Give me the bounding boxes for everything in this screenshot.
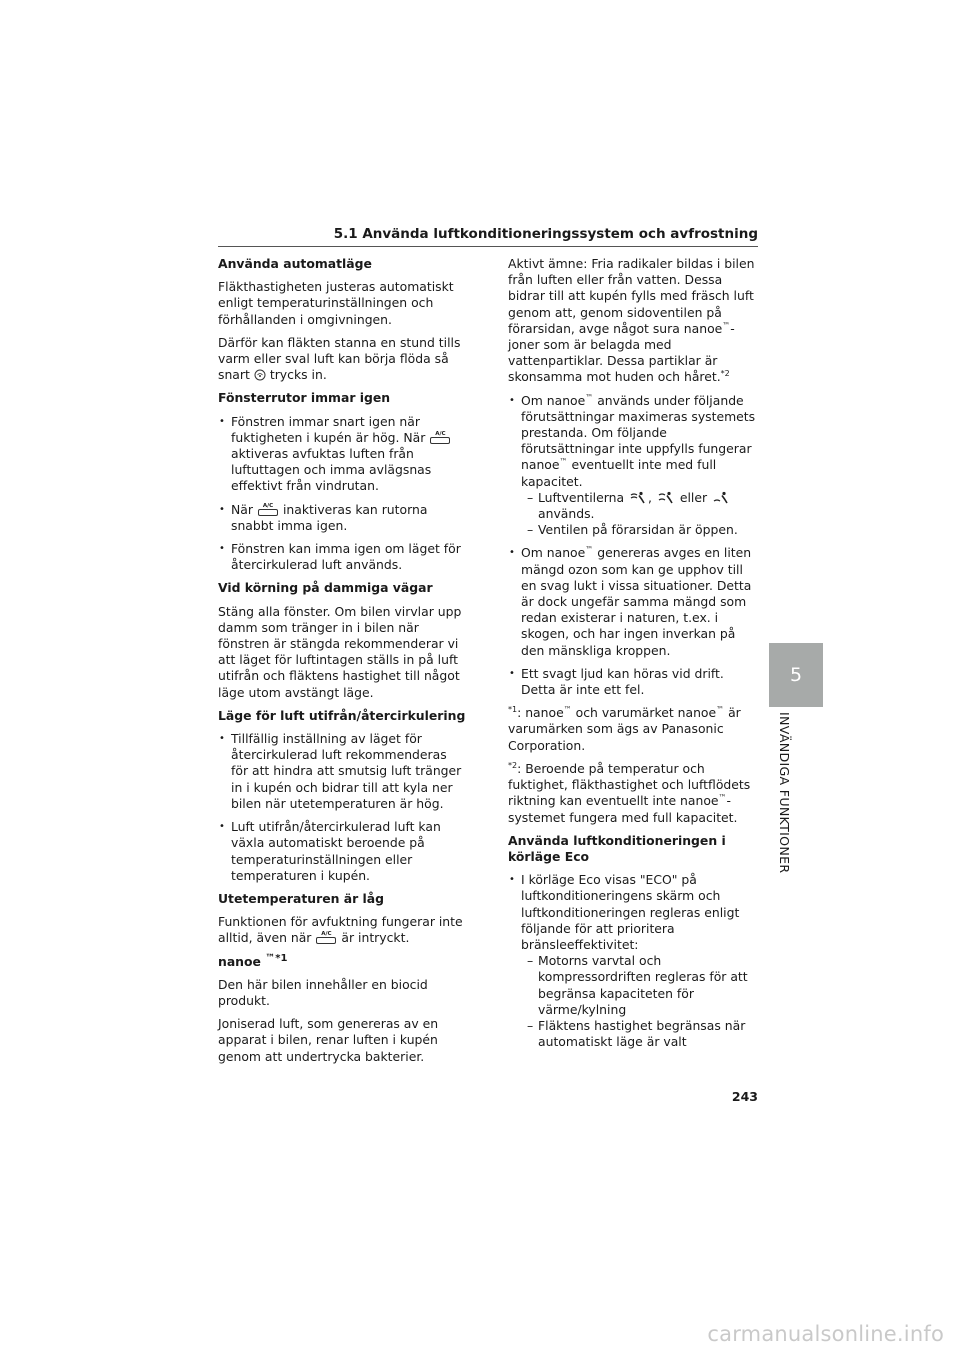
eco-dash-2: – Fläktens hastighet begränsas när automatiskt läge är valt — [521, 1018, 758, 1050]
dash-1-text-end: används. — [538, 506, 595, 522]
auto-mode-text-b: trycks in. — [269, 367, 327, 383]
left-column — [218, 256, 466, 1072]
vent-face-icon — [630, 491, 646, 504]
footnote-ref: *2 — [720, 369, 730, 379]
footnote-1-text-a: : nanoe — [517, 705, 564, 721]
fog-bullet-1 — [218, 414, 466, 495]
recirc-heading: Läge för luft utifrån/återcirkulering — [218, 707, 466, 723]
recirc-bullet-1: • Tillfällig inställning av läget för återcirkulerad luft rekommenderas för att hindra att smutsig luft tränger in i kupén och bidrar till att kyla ner bilen när utetemperaturen är hög. — [218, 731, 466, 812]
eco-heading: Använda luftkonditioneringen i körläge Eco — [508, 832, 726, 864]
nanoe-heading-text: nanoe — [218, 953, 261, 969]
footnote-1-text-c: är varumärken som ägs av Panasonic Corporation. — [508, 705, 741, 753]
auto-mode-paragraph-1: Fläkthastigheten justeras automatiskt enligt temperaturinställningen och förhållanden i omgivningen. — [218, 279, 454, 327]
ac-icon-label: A/C — [262, 502, 274, 509]
nanoe-b1-text-b: används under följande förutsättningar maximeras systemets prestanda. Om följande förutsättningar inte uppfylls fungerar nanoe — [521, 392, 756, 473]
tm-mark: ™ — [722, 320, 731, 330]
low-temp-paragraph — [218, 914, 466, 946]
footnote-1 — [508, 705, 758, 754]
fog-bullet-1-text-b: aktiveras avfuktas luften från luftuttagen och imma avlägsnas effektivt från vindrutan. — [231, 446, 432, 494]
page-number: 243 — [731, 1089, 758, 1104]
fog-bullet-2-text-b: inaktiveras kan rutorna snabbt imma igen. — [231, 501, 428, 533]
vent-feet-icon — [713, 491, 729, 504]
fog-bullet-2 — [218, 502, 466, 534]
footnote-2-text-a: : Beroende på temperatur och fuktighet, fläkthastighet och luftflödets riktning kan eventuellt inte nanoe — [508, 760, 751, 809]
active-text-b: -joner som är belagda med vattenpartiklar. Dessa partiklar är skonsamma mot huden och håret. — [508, 320, 735, 385]
low-temp-text-a: Funktionen för avfuktning fungerar inte alltid, även när — [218, 914, 463, 946]
dash-1-or: eller — [679, 489, 708, 505]
watermark: carmanualsonline.info — [707, 1322, 944, 1346]
dash-1-comma: , — [648, 489, 652, 505]
chapter-number: 5 — [789, 664, 803, 686]
nanoe-paragraph-2: Joniserad luft, som genereras av en apparat i bilen, renar luften i kupén genom att undertrycka bakterier. — [218, 1016, 439, 1064]
ac-icon-label: A/C — [435, 430, 446, 437]
ac-button-icon — [257, 503, 279, 516]
nanoe-b1-text-c: eventuellt inte med full kapacitet. — [521, 457, 717, 489]
nanoe-b1-dash-2: – Ventilen på förarsidan är öppen. — [521, 522, 758, 538]
active-text-a: Aktivt ämne: Fria radikaler bildas i bilen från luften eller från vatten. Dessa bidrar till att kupén fylls med fräsch luft genom att, genom sidoventilen på förarsidan, avge något sura nanoe — [508, 256, 755, 336]
auto-mode-paragraph-2 — [218, 335, 466, 384]
dust-paragraph: Stäng alla fönster. Om bilen virvlar upp damm som tränger in i bilen när fönstren är stängda rekommenderar vi att läget för luftintagen ställs in på luft utifrån och fläktens hastighet till något läge utom avstängt läge. — [218, 603, 462, 700]
ac-button-icon — [315, 931, 337, 944]
right-column — [508, 256, 758, 1057]
tm-mark: ™ — [559, 457, 568, 467]
fog-bullet-3: • Fönstren kan imma igen om läget för återcirkulerad luft används. — [218, 541, 466, 573]
nanoe-heading — [218, 954, 466, 970]
nanoe-heading-sup: ™*1 — [265, 952, 288, 964]
recirc-bullet-2: • Luft utifrån/återcirkulerad luft kan växla automatiskt beroende på temperaturinställningen eller temperaturen i kupén. — [218, 819, 466, 884]
chapter-tab — [769, 643, 823, 707]
fog-bullet-2-text-a: När — [231, 501, 253, 517]
tm-mark: ™ — [585, 392, 594, 402]
fog-bullet-1-text-a: Fönstren immar snart igen när fuktigheten i kupén är hög. När — [231, 413, 426, 445]
auto-button-icon — [254, 369, 266, 381]
low-temp-heading: Utetemperaturen är låg — [218, 890, 385, 906]
dust-heading: Vid körning på dammiga vägar — [218, 580, 433, 596]
eco-b1-text: I körläge Eco visas "ECO" på luftkonditioneringens skärm och luftkonditioneringen regleras enligt följande för att prioritera bränsleeffektivitet: — [521, 872, 740, 952]
low-temp-text-b: är intryckt. — [341, 930, 410, 946]
ac-icon-label: A/C — [321, 931, 332, 938]
nanoe-bullet-2 — [508, 545, 758, 658]
tm-mark: ™ — [563, 705, 572, 715]
fog-heading: Fönsterrutor immar igen — [218, 390, 391, 406]
eco-bullet-1 — [508, 872, 758, 1050]
nanoe-b1-text-a: Om nanoe — [521, 392, 586, 408]
nanoe-paragraph-1: Den här bilen innehåller en biocid produkt. — [218, 976, 428, 1008]
tm-mark: ™ — [585, 545, 594, 555]
section-title: 5.1 Använda luftkonditioneringssystem och avfrostning — [333, 226, 758, 242]
nanoe-bullet-1 — [508, 393, 758, 539]
nanoe-b1-dash-1 — [521, 490, 758, 522]
auto-mode-heading: Använda automatläge — [218, 256, 372, 271]
dash-1-text-a: Luftventilerna — [538, 489, 625, 505]
nanoe-b2-text-b: genereras avges en liten mängd ozon som kan ge upphov till en svag lukt i vissa situationer. Detta är dock ungefär samma mängd som redan existerar i naturen, t.ex. i skogen, och har ingen inverkan på den mänskliga kroppen. — [521, 545, 752, 658]
vent-face-feet-icon — [658, 491, 674, 504]
tm-mark: ™ — [718, 793, 727, 803]
nanoe-bullet-3: • Ett svagt ljud kan höras vid drift. Detta är inte ett fel. — [508, 666, 758, 698]
footnote-2-ref: *2 — [508, 760, 518, 770]
auto-mode-text-a: Därför kan fläkten stanna en stund tills varm eller sval luft kan börja flöda så snart — [218, 334, 461, 383]
ac-button-icon — [429, 431, 451, 444]
tm-mark: ™ — [716, 705, 725, 715]
active-substance-paragraph — [508, 256, 758, 386]
eco-dash-1: – Motorns varvtal och kompressordriften regleras för att begränsa kapaciteten för värme/kylning — [521, 953, 758, 1018]
chapter-label: INVÄNDIGA FUNKTIONER — [777, 712, 792, 874]
nanoe-b2-text-a: Om nanoe — [521, 545, 586, 561]
footnote-1-text-b: och varumärket nanoe — [571, 705, 717, 721]
footnote-2-text-b: -systemet fungera med full kapacitet. — [508, 793, 738, 825]
footnote-2 — [508, 761, 758, 826]
section-header — [218, 224, 758, 247]
footnote-1-ref: *1 — [508, 705, 518, 715]
